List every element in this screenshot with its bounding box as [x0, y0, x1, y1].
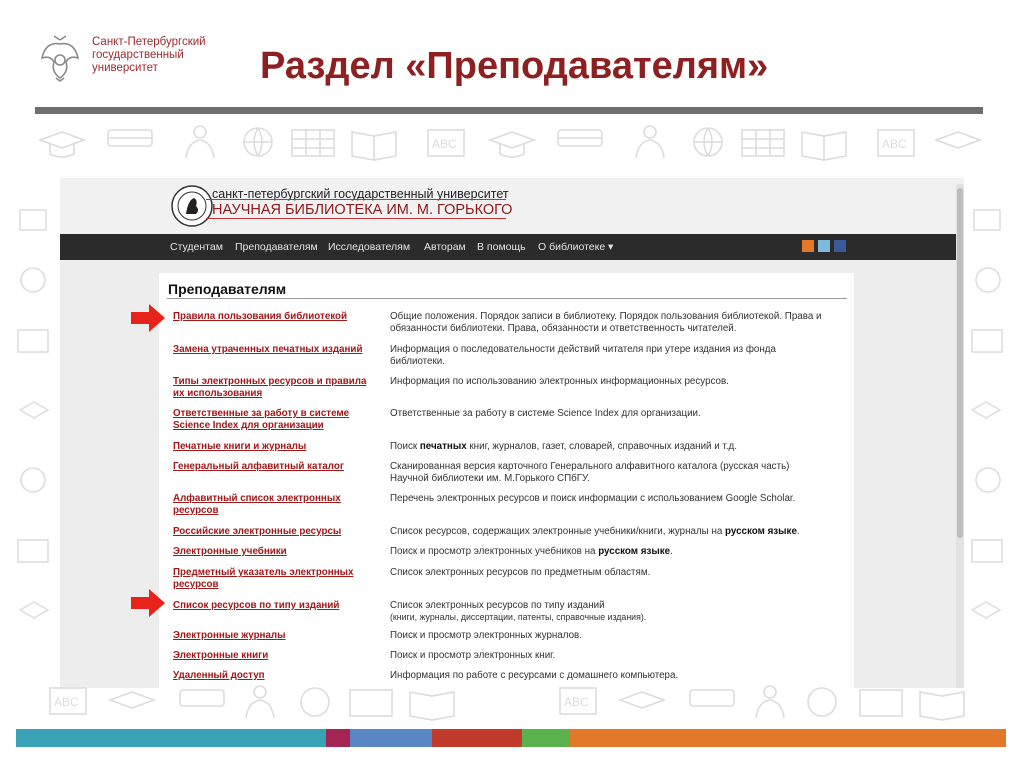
link-resource-types-cont[interactable]: их использования: [173, 388, 263, 399]
chevron-down-icon[interactable]: ▾: [608, 241, 614, 253]
row-description: Поиск и просмотр электронных книг.: [390, 650, 556, 661]
link-remote-access[interactable]: Удаленный доступ: [173, 670, 265, 681]
svg-text:ABC: ABC: [432, 137, 457, 151]
nav-researchers[interactable]: Исследователям: [328, 241, 411, 253]
row-description: Поиск и просмотр электронных учебников на русском языке.: [390, 546, 673, 557]
row-description: Список ресурсов, содержащих электронные учебники/книги, журналы на русском языке.: [390, 526, 800, 537]
row-description: Список электронных ресурсов по предметным областям.: [390, 567, 651, 578]
nav-authors[interactable]: Авторам: [424, 241, 466, 253]
university-name-line-2: государственный: [92, 49, 184, 61]
red-arrow-icon: [131, 589, 165, 617]
link-russian-resources[interactable]: Российские электронные ресурсы: [173, 526, 342, 537]
twitter-icon[interactable]: [818, 240, 830, 252]
svg-text:ABC: ABC: [882, 137, 907, 151]
library-university-name: санкт-петербургский государственный университет: [212, 187, 509, 201]
row-description: обязанности библиотеки. Права, обязанности и ответственность читателей.: [390, 323, 737, 334]
row-description: Перечень электронных ресурсов и поиск информации с использованием Google Scholar.: [390, 493, 796, 504]
link-e-textbooks[interactable]: Электронные учебники: [173, 546, 287, 557]
library-name[interactable]: НАУЧНАЯ БИБЛИОТЕКА ИМ. М. ГОРЬКОГО: [212, 202, 513, 218]
row-description: Поиск печатных книг, журналов, газет, словарей, справочных изданий и т.д.: [390, 441, 737, 452]
red-arrow-icon: [131, 304, 165, 332]
rss-icon[interactable]: [802, 240, 814, 252]
university-name-line-1: Санкт-Петербургский: [92, 36, 206, 48]
heading-divider: [167, 298, 847, 299]
education-pattern-left: [0, 170, 60, 680]
education-pattern-bottom: [0, 678, 1024, 728]
link-library-rules[interactable]: Правила пользования библиотекой: [173, 311, 348, 322]
scrollbar-thumb[interactable]: [957, 188, 963, 538]
link-science-index-cont[interactable]: Science Index для организации: [173, 420, 324, 431]
row-description: Поиск и просмотр электронных журналов.: [390, 630, 582, 641]
section-heading: Преподавателям: [168, 281, 287, 297]
row-description: Информация по работе с ресурсами с домашнего компьютера.: [390, 670, 679, 681]
facebook-icon[interactable]: [834, 240, 846, 252]
link-subject-index-cont[interactable]: ресурсов: [173, 579, 219, 590]
link-alphabetical-list[interactable]: Алфавитный список электронных: [173, 493, 341, 504]
link-general-catalog[interactable]: Генеральный алфавитный каталог: [173, 461, 344, 472]
link-printed-books[interactable]: Печатные книги и журналы: [173, 441, 307, 452]
bottom-bar-magenta: [326, 729, 350, 747]
row-description: Общие положения. Порядок записи в библиотеку. Порядок пользования библиотекой. Права и: [390, 311, 822, 322]
link-resource-types[interactable]: Типы электронных ресурсов и правила: [173, 376, 367, 387]
education-pattern-top: [0, 118, 1024, 168]
svg-text:ABC: ABC: [564, 695, 589, 709]
nav-students[interactable]: Студентам: [170, 241, 223, 253]
row-description: Информация о последовательности действий читателя при утере издания из фонда: [390, 344, 776, 355]
row-description: Сканированная версия карточного Генерального алфавитного каталога (русская часть): [390, 461, 790, 472]
nav-teachers[interactable]: Преподавателям: [235, 241, 318, 253]
university-name-line-3: университет: [92, 62, 158, 74]
row-description: Ответственные за работу в системе Science Index для организации.: [390, 408, 701, 419]
link-by-edition-type[interactable]: Список ресурсов по типу изданий: [173, 600, 340, 611]
link-e-journals[interactable]: Электронные журналы: [173, 630, 286, 641]
row-description: библиотеки.: [390, 356, 445, 367]
link-lost-items[interactable]: Замена утраченных печатных изданий: [173, 344, 363, 355]
svg-text:ABC: ABC: [54, 695, 79, 709]
row-description: Информация по использованию электронных информационных ресурсов.: [390, 376, 729, 387]
bottom-bar-teal: [16, 729, 326, 747]
row-description: Научной библиотеки им. М.Горького СПбГУ.: [390, 473, 590, 484]
library-website-screenshot: [60, 178, 964, 688]
nav-help[interactable]: В помощь: [477, 241, 526, 253]
row-description: (книги, журналы, диссертации, патенты, справочные издания).: [390, 612, 647, 622]
link-science-index[interactable]: Ответственные за работу в системе: [173, 408, 350, 419]
link-subject-index[interactable]: Предметный указатель электронных: [173, 567, 354, 578]
row-description: Список электронных ресурсов по типу изданий: [390, 600, 605, 611]
link-alphabetical-list-cont[interactable]: ресурсов: [173, 505, 219, 516]
bottom-bar-blue: [350, 729, 432, 747]
link-e-books[interactable]: Электронные книги: [173, 650, 269, 661]
nav-about[interactable]: О библиотеке: [538, 241, 606, 253]
bottom-bar-green: [522, 729, 570, 747]
slide-title: Раздел «Преподавателям»: [260, 45, 769, 87]
bottom-bar-red: [432, 729, 522, 747]
university-crest-icon: [38, 34, 82, 82]
pattern-group: [40, 126, 980, 160]
education-pattern-right: [964, 170, 1024, 680]
title-divider: [35, 107, 983, 114]
bottom-bar-orange: [570, 729, 1006, 747]
